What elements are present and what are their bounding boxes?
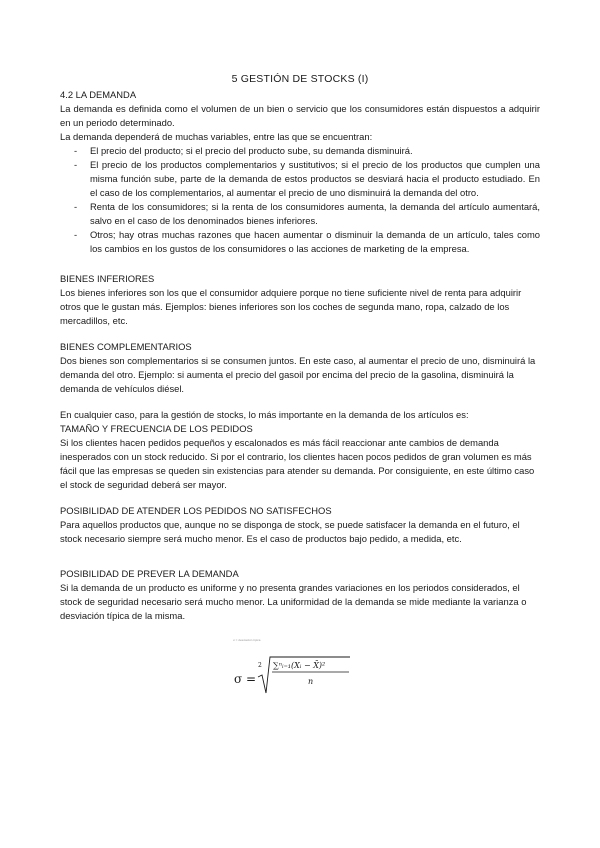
- list-item: - El precio de los productos complementarios y sustitutivos; si el precio de los productos que cumplen una misma función sube, parte de la demanda de estos productos se desviará hacia el producto estudiado. En el caso de los complementarios, al aumentar el precio de uno disminuirá la demanda del otro.: [90, 158, 540, 200]
- gestion-intro: En cualquier caso, para la gestión de stocks, lo más importante en la demanda de los artículos es:: [60, 409, 469, 420]
- demand-definition: La demanda es definida como el volumen de un bien o servicio que los consumidores están dispuestos a adquirir en un periodo determinado.: [60, 103, 540, 128]
- prever-text: Si la demanda de un producto es uniforme y no presenta grandes variaciones en los periodos considerados, el stock de seguridad necesario será mucho menor. La uniformidad de la demanda se mide mediante la varianza o desviación típica de la misma.: [60, 582, 527, 621]
- inferiores-text: Los bienes inferiores son los que el consumidor adquiere porque no tiene suficiente nivel de renta para adquirir otros que le gustan más. Ejemplos: bienes inferiores son los coches de segunda mano, ropa, calzado de los mercadillos, etc.: [60, 287, 522, 326]
- demand-variables-intro: La demanda dependerá de muchas variables, entre las que se encuentran:: [60, 131, 373, 142]
- formula-numerator: ∑ⁿᵢ₌₁(Xᵢ − X̄)²: [273, 661, 326, 670]
- list-item: - Otros; hay otras muchas razones que hacen aumentar o disminuir la demanda de un artículo, tales como los cambios en los gustos de los consumidores o las acciones de marketing de la empresa.: [90, 228, 540, 256]
- page-title: 5 GESTIÓN DE STOCKS (I): [231, 73, 369, 85]
- atender-text: Para aquellos productos que, aunque no se disponga de stock, se puede satisfacer la demanda en el futuro, el stock necesario siempre será mucho menor. Es el caso de productos bajo pedido, a medida, etc.: [60, 519, 520, 544]
- formula-area: [60, 623, 540, 713]
- root-index: 2: [258, 662, 262, 669]
- atender-heading: POSIBILIDAD DE ATENDER LOS PEDIDOS NO SATISFECHOS: [60, 505, 332, 516]
- tamano-heading: TAMAÑO Y FRECUENCIA DE LOS PEDIDOS: [60, 423, 253, 434]
- complementarios-heading: BIENES COMPLEMENTARIOS: [60, 341, 192, 352]
- list-item: - El precio del producto; si el precio del producto sube, su demanda disminuirá.: [90, 144, 540, 158]
- demand-variables-list: [60, 144, 540, 256]
- tamano-text: Si los clientes hacen pedidos pequeños y escalonados es más fácil reaccionar ante cambios de demanda inesperados con un stock reducido. Si por el contrario, los clientes hacen pocos pedidos de gran volumen es más fácil que las empresas se queden sin existencias para atender su demanda. Por consiguiente, en este último caso el stock de seguridad deberá ser mayor.: [60, 437, 535, 490]
- formula-caption: σ = desviación típica: [233, 638, 261, 642]
- complementarios-text: Dos bienes son complementarios si se consumen juntos. En este caso, al aumentar el precio de uno, disminuirá la demanda del otro. Ejemplo: si aumenta el precio del gasoil por encima del precio de la gasolina, disminuirá la demanda de vehículos diésel.: [60, 355, 536, 394]
- formula-denominator: n: [308, 677, 314, 686]
- std-deviation-formula: [232, 651, 352, 701]
- inferiores-heading: BIENES INFERIORES: [60, 273, 155, 284]
- prever-heading: POSIBILIDAD DE PREVER LA DEMANDA: [60, 568, 239, 579]
- list-item: - Renta de los consumidores; si la renta de los consumidores aumenta, la demanda del artículo aumentará, salvo en el caso de los denominados bienes inferiores.: [90, 200, 540, 228]
- sigma-symbol: σ =: [234, 672, 257, 686]
- section-heading: 4.2 LA DEMANDA: [60, 89, 137, 100]
